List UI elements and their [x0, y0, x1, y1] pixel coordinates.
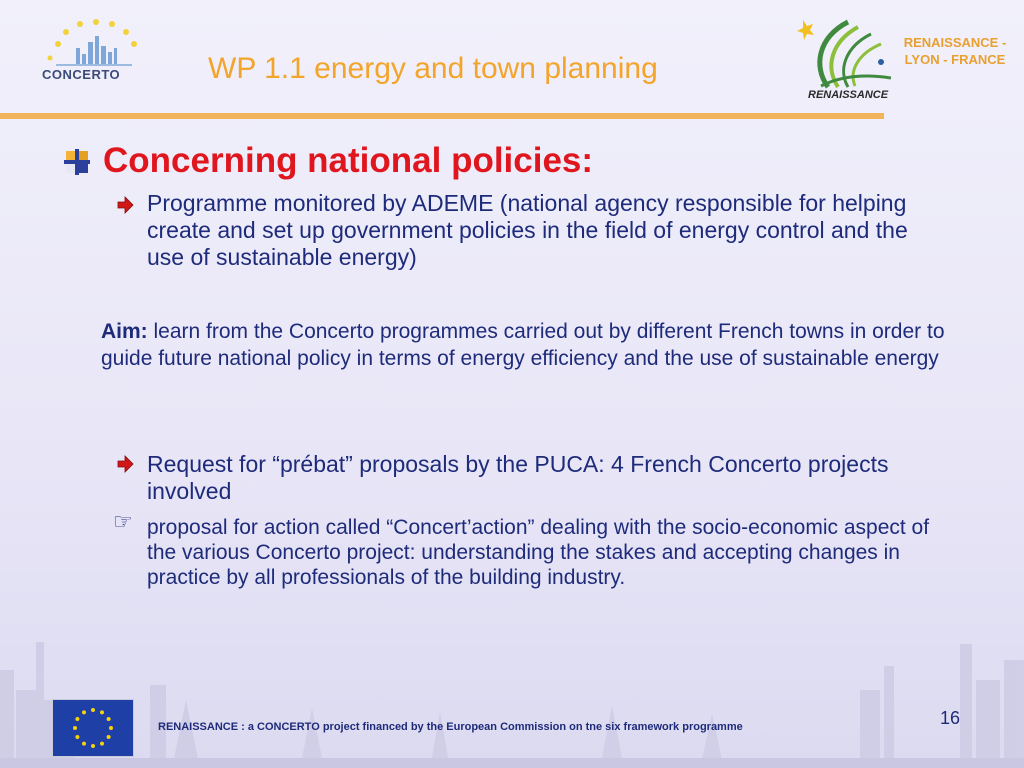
concerto-logo — [38, 14, 148, 94]
footer-credit: RENAISSANCE : a CONCERTO project financed by the European Commission on tne six framework programme — [158, 721, 743, 733]
header-city-label: RENAISSANCE - LYON - FRANCE — [903, 35, 1007, 67]
city-skyline-decoration — [0, 630, 1024, 768]
pointing-hand-icon: ☞ — [113, 509, 133, 534]
heading-bullet-icon — [64, 149, 90, 175]
concerto-wordmark: CONCERTO — [42, 67, 121, 82]
renaissance-wordmark: RENAISSANCE — [808, 89, 889, 101]
aim-paragraph — [101, 318, 961, 372]
section-heading: Concerning national policies: — [103, 141, 594, 180]
slide-title: WP 1.1 energy and town planning — [208, 52, 658, 85]
bullet-ademe: Programme monitored by ADEME (national agency responsible for helping create and set up government policies in the field of energy control and the use of sustainable energy) — [147, 190, 908, 270]
red-arrow-bullet-icon — [116, 196, 134, 214]
header-divider — [0, 113, 884, 119]
sun-icon — [797, 20, 814, 40]
bullet-puca: Request for “prébat” proposals by the PUCA: 4 French Concerto projects involved — [147, 451, 889, 504]
aim-text: learn from the Concerto programmes carried out by different French towns in order to guide future national policy in terms of energy efficiency and the use of sustainable energy — [101, 320, 945, 370]
eu-flag-icon — [52, 699, 134, 757]
page-number: 16 — [940, 708, 961, 728]
red-arrow-bullet-icon — [116, 455, 134, 473]
sub-bullet-concertaction: proposal for action called “Concert’action” dealing with the socio-economic aspect of the various Concerto project: understanding the stakes and accepting changes in practice by all professionals of the building industry. — [147, 516, 930, 589]
aim-label: Aim: — [101, 320, 148, 343]
